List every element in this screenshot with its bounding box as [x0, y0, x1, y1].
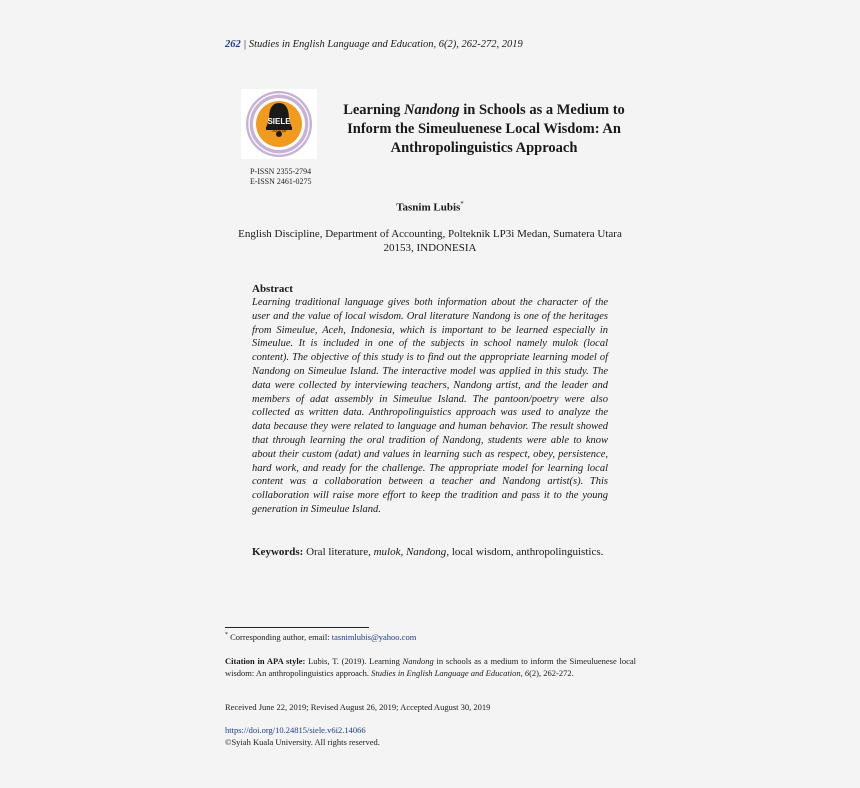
logo-text: SIELE	[267, 117, 291, 126]
keywords-text1: Oral literature,	[303, 546, 374, 558]
issn-block	[250, 167, 312, 187]
running-header: 262 | Studies in English Language and Education, 6(2), 262-272, 2019	[225, 39, 523, 50]
citation-text1: Lubis, T. (2019). Learning	[305, 656, 403, 666]
citation-italic1: Nandong	[402, 656, 434, 666]
citation-text3: (2), 262-272.	[529, 667, 574, 678]
abstract-body: Learning traditional language gives both information about the character of the user and the value of local wisdom. Oral literature Nandong is one of the heritages from Simeulue, Aceh, Indonesia, which is important to be learned especially in Simeulue. It is included in one of the subjects in school namely mulok (local content). The objective of this study is to find out the appropriate learning model of Nandong on Simeulue Island. The interactive model was applied in this study. The data were collected by interviewing teachers, Nandong artist, and the leader and members of adat assembly in Simeulue Island. The pantoon/poetry were also collected as written data. Anthropolinguistics approach was used to analyze the data because they were related to language and human behavior. The result showed that through learning the oral tradition of Nandong, students were able to know about their custom (adat) and values in learning such as respect, obey, persistence, hard work, and ready for the challenge. The appropriate model for learning local content was a collaboration between a teacher and Nandong artist(s). This collaboration will raise more effort to keep the tradition and pass it to the young generation in Simeulue Island.	[252, 297, 608, 515]
title-part1: Learning	[343, 102, 405, 118]
footnote-mark: *	[225, 632, 228, 639]
keywords-text3: , local wisdom, anthropolinguistics.	[446, 546, 604, 558]
logo-subtext: Journal	[271, 128, 287, 133]
footnote-divider	[225, 627, 369, 628]
journal-citation: Studies in English Language and Education, 6(2), 262-272, 2019	[248, 39, 523, 50]
affiliation: English Discipline, Department of Accounting, Polteknik LP3i Medan, Sumatera Utara 20153, INDONESIA	[238, 228, 622, 254]
keywords-label: Keywords:	[252, 546, 304, 558]
received-dates: Received June 22, 2019; Revised August 26, 2019; Accepted August 30, 2019	[225, 702, 491, 712]
footnote	[225, 632, 416, 642]
apa-citation	[225, 656, 636, 679]
citation-text2: in schools as a medium to inform the Simeuluenese local wisdom: An anthropolinguistics approach.	[225, 656, 636, 678]
keywords-italic2: Nandong	[405, 546, 447, 558]
doi-link[interactable]: https://doi.org/10.24815/siele.v6i2.14066	[225, 725, 366, 735]
siele-logo-icon	[244, 89, 314, 159]
abstract-heading: Abstract	[252, 283, 293, 295]
author-mark: *	[460, 200, 464, 208]
title-italic: Nandong	[404, 102, 460, 118]
page-number: 262	[225, 39, 241, 50]
author	[300, 200, 560, 214]
copyright: ©Syiah Kuala University. All rights reserved.	[225, 737, 380, 747]
footnote-text: Corresponding author, email:	[228, 632, 332, 642]
keywords-italic1: mulok,	[373, 546, 404, 558]
author-email-link[interactable]: tasnimlubis@yahoo.com	[331, 632, 417, 642]
print-issn: P-ISSN 2355-2794	[250, 167, 312, 176]
author-name: Tasnim Lubis	[396, 201, 461, 214]
electronic-issn: E-ISSN 2461-0275	[250, 177, 312, 186]
paper-title	[333, 101, 635, 158]
citation-italic2: Studies in English Language and Education, 6	[371, 667, 530, 678]
title-part2: in Schools as a Medium to Inform the Simeuluenese Local Wisdom: An Anthropolinguistics Approach	[347, 102, 625, 156]
citation-label: Citation in APA style:	[225, 656, 306, 666]
journal-logo	[241, 89, 317, 159]
keywords	[252, 545, 608, 559]
